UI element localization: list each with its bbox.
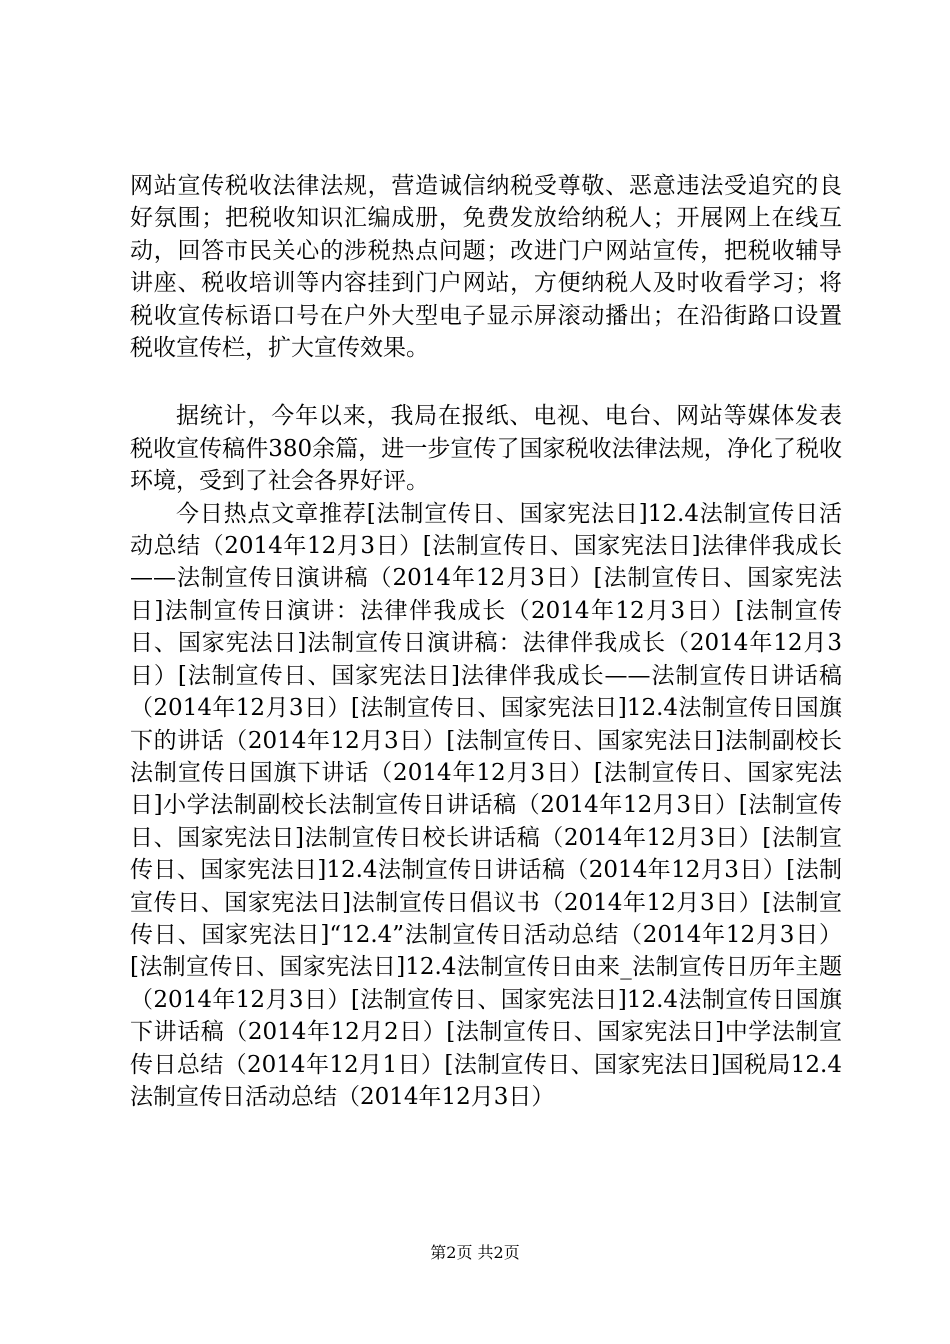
- paragraph-statistics: 据统计，今年以来，我局在报纸、电视、电台、网站等媒体发表税收宣传稿件380余篇，进一步宣传了国家税收法律法规，净化了税收环境，受到了社会各界好评。: [130, 403, 842, 495]
- document-body: [130, 170, 842, 1113]
- page-number-footer: 第2页 共2页: [430, 1243, 520, 1262]
- paragraph-hot-articles: 今日热点文章推荐[法制宣传日、国家宪法日]12.4法制宣传日活动总结（2014年12月3日）[法制宣传日、国家宪法日]法律伴我成长——法制宣传日演讲稿（2014年12月3日）[法制宣传日、国家宪法日]法制宣传日演讲：法律伴我成长（2014年12月3日）[法制宣传日、国家宪法日]法制宣传日演讲稿：法律伴我成长（2014年12月3日）[法制宣传日、国家宪法日]法律伴我成长——法制宣传日讲话稿（2014年12月3日）[法制宣传日、国家宪法日]12.4法制宣传日国旗下的讲话（2014年12月3日）[法制宣传日、国家宪法日]法制副校长法制宣传日国旗下讲话（2014年12月3日）[法制宣传日、国家宪法日]小学法制副校长法制宣传日讲话稿（2014年12月3日）[法制宣传日、国家宪法日]法制宣传日校长讲话稿（2014年12月3日）[法制宣传日、国家宪法日]12.4法制宣传日讲话稿（2014年12月3日）[法制宣传日、国家宪法日]法制宣传日倡议书（2014年12月3日）[法制宣传日、国家宪法日]“12.4”法制宣传日活动总结（2014年12月3日）[法制宣传日、国家宪法日]12.4法制宣传日由来_法制宣传日历年主题（2014年12月3日）[法制宣传日、国家宪法日]12.4法制宣传日国旗下讲话稿（2014年12月2日）[法制宣传日、国家宪法日]中学法制宣传日总结（2014年12月1日）[法制宣传日、国家宪法日]国税局12.4法制宣传日活动总结（2014年12月3日）: [130, 500, 842, 1110]
- paragraph-spacer: [130, 364, 842, 400]
- paragraph-tax-publicity-methods: 网站宣传税收法律法规，营造诚信纳税受尊敬、恶意违法受追究的良好氛围；把税收知识汇编成册，免费发放给纳税人；开展网上在线互动，回答市民关心的涉税热点问题；改进门户网站宣传，把税收辅导讲座、税收培训等内容挂到门户网站，方便纳税人及时收看学习；将税收宣传标语口号在户外大型电子显示屏滚动播出；在沿街路口设置税收宣传栏，扩大宣传效果。: [130, 173, 842, 362]
